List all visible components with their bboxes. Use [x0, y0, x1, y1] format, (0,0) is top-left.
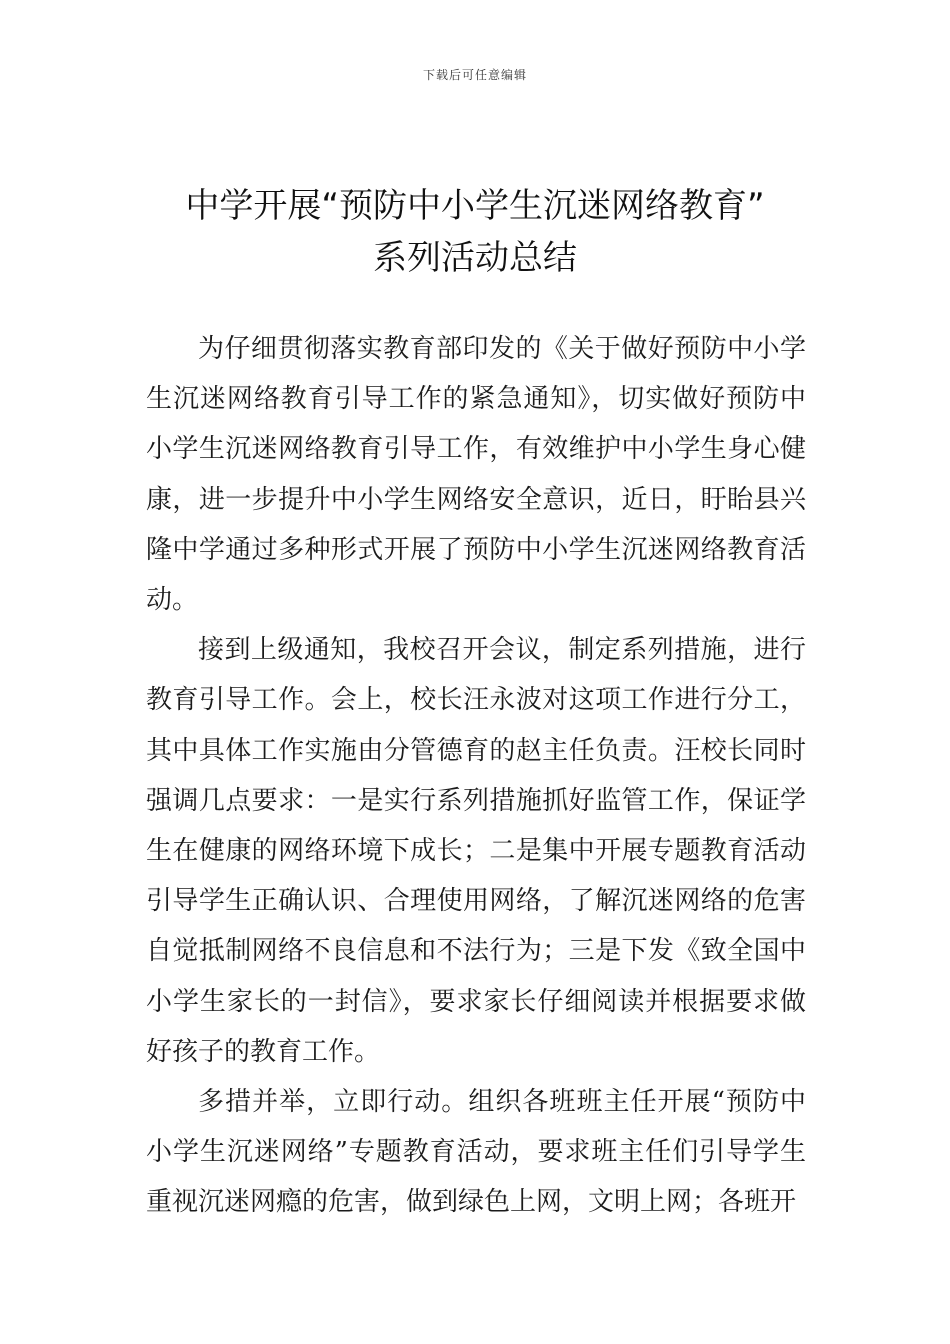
document-body: [146, 324, 806, 1228]
paragraph: 接到上级通知，我校召开会议，制定系列措施，进行教育引导工作。会上，校长汪永波对这项工作进行分工，其中具体工作实施由分管德育的赵主任负责。汪校长同时强调几点要求：一是实行系列措施抓好监管工作，保证学生在健康的网络环境下成长；二是集中开展专题教育活动引导学生正确认识、合理使用网络，了解沉迷网络的危害自觉抵制网络不良信息和不法行为；三是下发《致全国中小学生家长的一封信》，要求家长仔细阅读并根据要求做好孩子的教育工作。: [146, 635, 806, 1067]
title-line-1: 中学开展“预防中小学生沉迷网络教育”: [185, 186, 765, 226]
title-line-2: 系列活动总结: [373, 238, 577, 278]
header-note: 下载后可任意编辑: [422, 68, 527, 82]
paragraph: 多措并举，立即行动。组织各班班主任开展“预防中小学生沉迷网络”专题教育活动，要求班主任们引导学生重视沉迷网瘾的危害，做到绿色上网，文明上网；各班开: [146, 1087, 806, 1218]
document-title: [100, 180, 850, 284]
paragraph: 为仔细贯彻落实教育部印发的《关于做好预防中小学生沉迷网络教育引导工作的紧急通知》，切实做好预防中小学生沉迷网络教育引导工作，有效维护中小学生身心健康，进一步提升中小学生网络安全意识，近日，盱眙县兴隆中学通过多种形式开展了预防中小学生沉迷网络教育活动。: [146, 334, 806, 616]
